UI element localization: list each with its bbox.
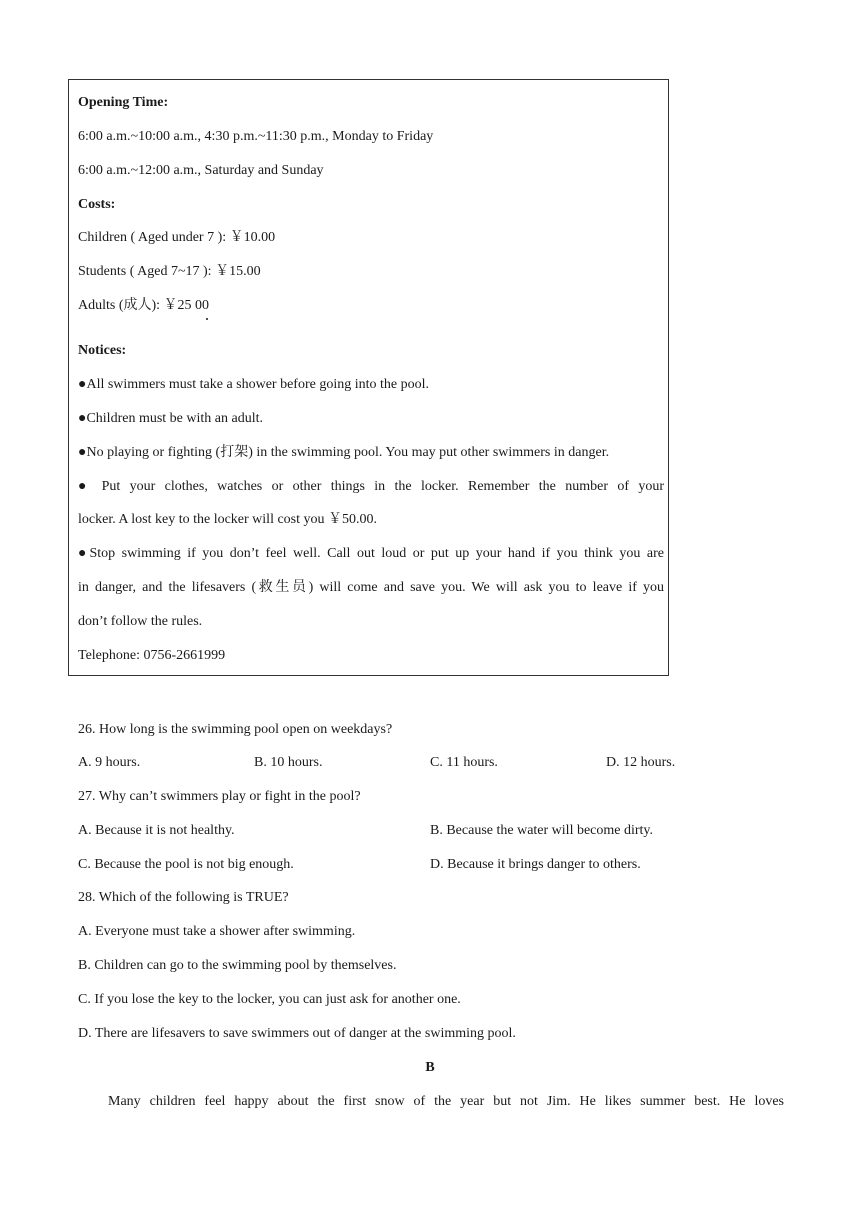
section-b-first-line: Many children feel happy about the first snow of the year but not Jim. He likes summer best. He loves xyxy=(108,1094,784,1109)
notice-shower: ●All swimmers must take a shower before going into the pool. xyxy=(78,377,430,392)
notice-stop-line-3: don’t follow the rules. xyxy=(78,614,203,629)
q28-option-b: B. Children can go to the swimming pool by themselves. xyxy=(78,958,397,973)
notice-no-fighting: ●No playing or fighting (打架) in the swimming pool. You may put other swimmers in danger. xyxy=(78,445,610,460)
q27-option-b: B. Because the water will become dirty. xyxy=(430,823,654,838)
q26-option-d: D. 12 hours. xyxy=(606,755,676,770)
notice-stop-line-2: in danger, and the lifesavers (救生员) will come and save you. We will ask you to leave if you xyxy=(78,580,664,595)
cost-children: Children ( Aged under 7 ): ￥10.00 xyxy=(78,230,276,245)
notice-stop-line-1: ●Stop swimming if you don’t feel well. Call out loud or put up your hand if you think you are xyxy=(78,546,664,561)
q26-option-b: B. 10 hours. xyxy=(254,755,323,770)
q27-option-d: D. Because it brings danger to others. xyxy=(430,857,641,872)
q26-option-a: A. 9 hours. xyxy=(78,755,141,770)
q27-option-c: C. Because the pool is not big enough. xyxy=(78,857,294,872)
q28-option-d: D. There are lifesavers to save swimmers out of danger at the swimming pool. xyxy=(78,1026,516,1041)
q26-option-c: C. 11 hours. xyxy=(430,755,498,770)
notice-locker-line-1: ● Put your clothes, watches or other things in the locker. Remember the number of your xyxy=(78,479,664,494)
decimal-dot xyxy=(206,318,208,320)
costs-title: Costs: xyxy=(78,197,116,212)
opening-time-weekend: 6:00 a.m.~12:00 a.m., Saturday and Sunday xyxy=(78,163,324,178)
notices-title: Notices: xyxy=(78,343,127,358)
question-26: 26. How long is the swimming pool open on weekdays? xyxy=(78,722,393,737)
q28-option-a: A. Everyone must take a shower after swimming. xyxy=(78,924,356,939)
notice-locker-line-2: locker. A lost key to the locker will cost you ￥50.00. xyxy=(78,512,378,527)
opening-time-title: Opening Time: xyxy=(78,95,169,110)
q27-option-a: A. Because it is not healthy. xyxy=(78,823,235,838)
notice-children: ●Children must be with an adult. xyxy=(78,411,263,426)
cost-adults: Adults (成人): ￥25 00 xyxy=(78,298,210,313)
cost-students: Students ( Aged 7~17 ): ￥15.00 xyxy=(78,264,261,279)
question-27: 27. Why can’t swimmers play or fight in the pool? xyxy=(78,789,361,804)
opening-time-weekdays: 6:00 a.m.~10:00 a.m., 4:30 p.m.~11:30 p.m., Monday to Friday xyxy=(78,129,434,144)
section-b-heading: B xyxy=(425,1060,435,1075)
telephone: Telephone: 0756-2661999 xyxy=(78,648,226,663)
q28-option-c: C. If you lose the key to the locker, you can just ask for another one. xyxy=(78,992,461,1007)
question-28: 28. Which of the following is TRUE? xyxy=(78,890,289,905)
